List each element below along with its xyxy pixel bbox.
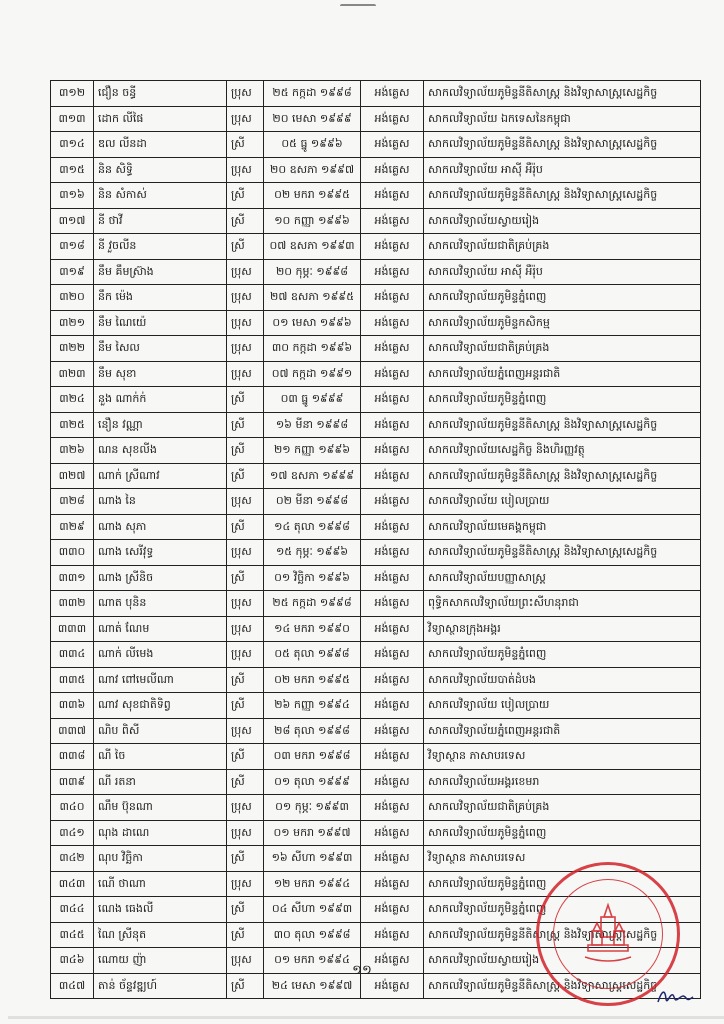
candidate-language: អង់គ្លេស — [361, 540, 424, 566]
candidate-gender: ស្រី — [227, 565, 264, 591]
candidate-name: ណី រតនា — [94, 769, 227, 795]
candidate-institution: សាកលវិទ្យាល័យភូមិន្ទភ្នំពេញ — [424, 871, 701, 897]
candidate-institution: សាកលវិទ្យាល័យភូមិន្ទភ្នំពេញ — [424, 820, 701, 846]
candidate-language: អង់គ្លេស — [361, 514, 424, 540]
row-number: ៣៤៤ — [51, 897, 94, 923]
candidate-dob: ០១ មេសា ១៩៩៦ — [264, 310, 361, 336]
candidate-institution: វិទ្យាស្ថាន ភាសាបរទេស — [424, 846, 701, 872]
candidate-dob: ០៣ ធ្នូ ១៩៩៩ — [264, 387, 361, 413]
candidate-name: នឹម សៃល — [94, 336, 227, 362]
candidate-institution: សាកលវិទ្យាល័យជាតិគ្រប់គ្រង — [424, 234, 701, 260]
candidate-dob: ២៥ កក្កដា ១៩៩៨ — [264, 81, 361, 107]
candidate-dob: ១៦ សីហា ១៩៩៣ — [264, 846, 361, 872]
candidate-gender: ស្រី — [227, 897, 264, 923]
candidate-dob: ០១ មករា ១៩៩៤ — [264, 948, 361, 974]
table-row — [51, 565, 701, 591]
table-row — [51, 642, 701, 668]
candidate-language: អង់គ្លេស — [361, 565, 424, 591]
candidate-institution: សាកលវិទ្យាល័យភូមិន្ទនីតិសាស្ត្រ និងវិទ្យាសាស្ត្រសេដ្ឋកិច្ច — [424, 81, 701, 107]
candidate-dob: ២៤ មេសា ១៩៩៧ — [264, 973, 361, 999]
candidate-gender: ប្រុស — [227, 616, 264, 642]
candidate-name: ណាត បុនិន — [94, 591, 227, 617]
candidate-language: អង់គ្លេស — [361, 132, 424, 158]
candidate-language: អង់គ្លេស — [361, 820, 424, 846]
candidate-name: ណាត់ ណែម — [94, 616, 227, 642]
candidate-institution: សាកលវិទ្យាល័យ អាស៊ី អឺរ៉ុប — [424, 157, 701, 183]
candidate-dob: ២៦ កញ្ញា ១៩៩៤ — [264, 693, 361, 719]
candidate-dob: ០១ តុលា ១៩៩៩ — [264, 769, 361, 795]
candidate-dob: ០២ មករា ១៩៩៥ — [264, 183, 361, 209]
candidate-institution: សាកលវិទ្យាល័យសេដ្ឋកិច្ច និងហិរញ្ញវត្ថុ — [424, 438, 701, 464]
candidate-dob: ២៧ ឧសភា ១៩៩៥ — [264, 285, 361, 311]
candidate-language: អង់គ្លេស — [361, 387, 424, 413]
table-row — [51, 744, 701, 770]
row-number: ៣៤២ — [51, 846, 94, 872]
table-row — [51, 591, 701, 617]
candidate-institution: សាកលវិទ្យាល័យ អាស៊ី អឺរ៉ុប — [424, 259, 701, 285]
candidate-language: អង់គ្លេស — [361, 922, 424, 948]
candidate-name: ណេង ធេងលី — [94, 897, 227, 923]
candidate-language: អង់គ្លេស — [361, 412, 424, 438]
candidate-gender: ស្រី — [227, 132, 264, 158]
candidate-gender: ស្រី — [227, 922, 264, 948]
row-number: ៣២០ — [51, 285, 94, 311]
candidate-institution: សាកលវិទ្យាល័យស្វាយរៀង — [424, 948, 701, 974]
candidate-gender: ស្រី — [227, 846, 264, 872]
row-number: ៣៤៧ — [51, 973, 94, 999]
candidate-institution: វិទ្យាស្ថាន ភាសាបរទេស — [424, 744, 701, 770]
row-number: ៣៤៣ — [51, 871, 94, 897]
candidate-gender: ប្រុស — [227, 336, 264, 362]
candidate-name: និន សំកាស់ — [94, 183, 227, 209]
candidate-dob: ២១ កញ្ញា ១៩៩៦ — [264, 438, 361, 464]
row-number: ៣៤១ — [51, 820, 94, 846]
candidate-dob: ២៥ កក្កដា ១៩៩៨ — [264, 591, 361, 617]
candidate-name: ណាក់ ស្រីណាវ — [94, 463, 227, 489]
candidate-name: ឌល លីនដា — [94, 132, 227, 158]
table-row — [51, 234, 701, 260]
candidate-name: ដោក លីផៃ — [94, 106, 227, 132]
candidate-name: ណើ ថាណា — [94, 871, 227, 897]
candidate-gender: ប្រុស — [227, 310, 264, 336]
candidate-institution: សាកលវិទ្យាល័យជាតិគ្រប់គ្រង — [424, 336, 701, 362]
candidate-language: អង់គ្លេស — [361, 285, 424, 311]
table-row — [51, 208, 701, 234]
candidate-institution: សាកលវិទ្យាល័យភូមិន្ទភ្នំពេញ — [424, 642, 701, 668]
signature-icon — [655, 985, 695, 1007]
candidate-institution: សាកលវិទ្យាល័យ ឯកទេសនៃកម្ពុជា — [424, 106, 701, 132]
candidate-gender: ស្រី — [227, 744, 264, 770]
candidate-gender: ស្រី — [227, 234, 264, 260]
row-number: ៣៣២ — [51, 591, 94, 617]
candidate-language: អង់គ្លេស — [361, 744, 424, 770]
row-number: ៣៣៣ — [51, 616, 94, 642]
row-number: ៣១៤ — [51, 132, 94, 158]
candidate-gender: ស្រី — [227, 387, 264, 413]
table-row — [51, 310, 701, 336]
table-row — [51, 540, 701, 566]
candidate-name: និន សិទ្ធិ — [94, 157, 227, 183]
row-number: ៣៣៥ — [51, 667, 94, 693]
candidate-gender: ស្រី — [227, 208, 264, 234]
candidate-institution: សាកលវិទ្យាល័យភូមិន្ទនីតិសាស្ត្រ និងវិទ្យាសាស្ត្រសេដ្ឋកិច្ច — [424, 973, 701, 999]
candidate-language: អង់គ្លេស — [361, 361, 424, 387]
candidate-gender: ប្រុស — [227, 871, 264, 897]
candidate-language: អង់គ្លេស — [361, 667, 424, 693]
candidate-institution: សាកលវិទ្យាល័យភូមិន្ទនីតិសាស្ត្រ និងវិទ្យាសាស្ត្រសេដ្ឋកិច្ច — [424, 922, 701, 948]
row-number: ៣១៦ — [51, 183, 94, 209]
candidate-gender: ប្រុស — [227, 259, 264, 285]
candidate-dob: ៣០ តុលា ១៩៩៨ — [264, 922, 361, 948]
candidate-institution: សាកលវិទ្យាល័យភូមិន្ទភ្នំពេញ — [424, 285, 701, 311]
candidate-name: ណុប វិច្ឆិកា — [94, 846, 227, 872]
candidate-name: នី វួចលីន — [94, 234, 227, 260]
candidate-dob: ០៧ ឧសភា ១៩៩៣ — [264, 234, 361, 260]
candidate-dob: ០១ មករា ១៩៩៧ — [264, 820, 361, 846]
row-number: ៣៣៦ — [51, 693, 94, 719]
candidate-gender: ស្រី — [227, 412, 264, 438]
candidate-institution: ពុទ្ធិកសាកលវិទ្យាល័យព្រះសីហនុរាជា — [424, 591, 701, 617]
candidate-institution: វិទ្យាស្ថានក្រុងអង្គរ — [424, 616, 701, 642]
row-number: ៣៣៩ — [51, 769, 94, 795]
candidate-language: អង់គ្លេស — [361, 693, 424, 719]
candidate-institution: សាកលវិទ្យាល័យភូមិន្ទភ្នំពេញ — [424, 897, 701, 923]
candidate-institution: សាកលវិទ្យាល័យភូមិន្ទភ្នំពេញ — [424, 387, 701, 413]
candidate-gender: ប្រុស — [227, 948, 264, 974]
candidate-language: អង់គ្លេស — [361, 642, 424, 668]
candidate-dob: ១០ កញ្ញា ១៩៩៦ — [264, 208, 361, 234]
candidate-language: អង់គ្លេស — [361, 948, 424, 974]
candidate-dob: ០១ វិច្ឆិកា ១៩៩៦ — [264, 565, 361, 591]
candidate-gender: ប្រុស — [227, 591, 264, 617]
table-row — [51, 489, 701, 515]
table-row — [51, 285, 701, 311]
candidate-gender: ស្រី — [227, 514, 264, 540]
row-number: ៣២៣ — [51, 361, 94, 387]
candidate-institution: សាកលវិទ្យាល័យ បៀលប្រាយ — [424, 489, 701, 515]
row-number: ៣២៤ — [51, 387, 94, 413]
table-row — [51, 820, 701, 846]
table-row — [51, 667, 701, 693]
table-row — [51, 106, 701, 132]
candidate-table-body — [51, 81, 701, 999]
candidate-language: អង់គ្លេស — [361, 846, 424, 872]
table-row — [51, 769, 701, 795]
candidate-name: ណិប ពិសី — [94, 718, 227, 744]
candidate-name: ណី ចៃ — [94, 744, 227, 770]
candidate-dob: ២០ កុម្ភៈ ១៩៩៨ — [264, 259, 361, 285]
candidate-name: ណាង សុភា — [94, 514, 227, 540]
candidate-gender: ប្រុស — [227, 642, 264, 668]
table-row — [51, 438, 701, 464]
row-number: ៣២៨ — [51, 489, 94, 515]
candidate-gender: ប្រុស — [227, 285, 264, 311]
candidate-language: អង់គ្លេស — [361, 769, 424, 795]
candidate-language: អង់គ្លេស — [361, 336, 424, 362]
table-row — [51, 336, 701, 362]
page-top-mark — [340, 4, 376, 16]
candidate-dob: ១៤ តុលា ១៩៩៨ — [264, 514, 361, 540]
candidate-name: ជឿន ចន្ធី — [94, 81, 227, 107]
candidate-language: អង់គ្លេស — [361, 183, 424, 209]
candidate-name: នឹក ម៉េង — [94, 285, 227, 311]
candidate-gender: ស្រី — [227, 769, 264, 795]
candidate-dob: ២០ ឧសភា ១៩៩៧ — [264, 157, 361, 183]
candidate-language: អង់គ្លេស — [361, 106, 424, 132]
row-number: ៣២៥ — [51, 412, 94, 438]
candidate-language: អង់គ្លេស — [361, 157, 424, 183]
temple-emblem-icon — [583, 901, 633, 967]
candidate-institution: សាកលវិទ្យាល័យមេគង្គកម្ពុជា — [424, 514, 701, 540]
table-row — [51, 157, 701, 183]
candidate-name: ណុង ដាណេ — [94, 820, 227, 846]
row-number: ៣៣១ — [51, 565, 94, 591]
table-row — [51, 183, 701, 209]
candidate-dob: ០៤ សីហា ១៩៩៣ — [264, 897, 361, 923]
candidate-language: អង់គ្លេស — [361, 438, 424, 464]
table-row — [51, 132, 701, 158]
row-number: ៣៣៨ — [51, 744, 94, 770]
candidate-dob: ០២ មីនា ១៩៩៨ — [264, 489, 361, 515]
candidate-name: នួង ណាក់ក់ — [94, 387, 227, 413]
table-row — [51, 259, 701, 285]
candidate-name: នឹម គឹមស្រ៊ាង — [94, 259, 227, 285]
row-number: ៣១៨ — [51, 234, 94, 260]
row-number: ៣៣០ — [51, 540, 94, 566]
candidate-language: អង់គ្លេស — [361, 973, 424, 999]
candidate-gender: ប្រុស — [227, 820, 264, 846]
table-row — [51, 463, 701, 489]
candidate-gender: ស្រី — [227, 463, 264, 489]
candidate-name: ណាវ ពៅមេលីណា — [94, 667, 227, 693]
candidate-institution: សាកលវិទ្យាល័យ បៀលប្រាយ — [424, 693, 701, 719]
candidate-dob: ០៥ ធ្នូ ១៩៩៦ — [264, 132, 361, 158]
candidate-dob: ១២ មករា ១៩៩៤ — [264, 871, 361, 897]
row-number: ៣៤០ — [51, 795, 94, 821]
candidate-gender: ប្រុស — [227, 540, 264, 566]
row-number: ៣២១ — [51, 310, 94, 336]
candidate-institution: សាកលវិទ្យាល័យភូមិន្ទនីតិសាស្ត្រ និងវិទ្យាសាស្ត្រសេដ្ឋកិច្ច — [424, 183, 701, 209]
candidate-name: នឹម សុខា — [94, 361, 227, 387]
candidate-institution: សាកលវិទ្យាល័យភូមិន្ទនីតិសាស្ត្រ និងវិទ្យាសាស្ត្រសេដ្ឋកិច្ច — [424, 412, 701, 438]
candidate-dob: ២៨ តុលា ១៩៩៨ — [264, 718, 361, 744]
candidate-gender: ប្រុស — [227, 106, 264, 132]
candidate-dob: ១៤ មករា ១៩៩០ — [264, 616, 361, 642]
candidate-gender: ប្រុស — [227, 81, 264, 107]
candidate-institution: សាកលវិទ្យាល័យជាតិគ្រប់គ្រង — [424, 795, 701, 821]
table-row — [51, 514, 701, 540]
row-number: ៣៣៤ — [51, 642, 94, 668]
candidate-gender: ស្រី — [227, 183, 264, 209]
row-number: ៣២៩ — [51, 514, 94, 540]
candidate-dob: ០២ មករា ១៩៩៥ — [264, 667, 361, 693]
candidate-language: អង់គ្លេស — [361, 234, 424, 260]
candidate-dob: ១៥ កុម្ភៈ ១៩៩៦ — [264, 540, 361, 566]
candidate-language: អង់គ្លេស — [361, 591, 424, 617]
candidate-gender: ស្រី — [227, 693, 264, 719]
candidate-dob: ២០ មេសា ១៩៩៩ — [264, 106, 361, 132]
candidate-language: អង់គ្លេស — [361, 489, 424, 515]
candidate-language: អង់គ្លេស — [361, 871, 424, 897]
row-number: ៣១៧ — [51, 208, 94, 234]
row-number: ៣៤៥ — [51, 922, 94, 948]
candidate-name: ណាង នៃ — [94, 489, 227, 515]
candidate-name: ណៃ ស្រីនុត — [94, 922, 227, 948]
row-number: ៣៣៧ — [51, 718, 94, 744]
candidate-name: ណោយ ញ៉ា — [94, 948, 227, 974]
table-row — [51, 718, 701, 744]
candidate-name: នី ថាវី — [94, 208, 227, 234]
candidate-gender: ប្រុស — [227, 718, 264, 744]
candidate-name: នឿន វណ្ណា — [94, 412, 227, 438]
candidate-gender: ប្រុស — [227, 157, 264, 183]
candidate-gender: ស្រី — [227, 973, 264, 999]
candidate-dob: ០៥ តុលា ១៩៩៨ — [264, 642, 361, 668]
candidate-dob: ០៧ កក្កដា ១៩៩១ — [264, 361, 361, 387]
candidate-gender: ប្រុស — [227, 795, 264, 821]
candidate-dob: ៣០ កក្កដា ១៩៩៦ — [264, 336, 361, 362]
table-row — [51, 693, 701, 719]
candidate-institution: សាកលវិទ្យាល័យស្វាយរៀង — [424, 208, 701, 234]
candidate-institution: សាកលវិទ្យាល័យភ្នំពេញអន្តរជាតិ — [424, 361, 701, 387]
table-row — [51, 616, 701, 642]
table-row — [51, 412, 701, 438]
candidate-gender: ប្រុស — [227, 489, 264, 515]
candidate-dob: ០៣ មករា ១៩៩៨ — [264, 744, 361, 770]
candidate-name: នឹម ណៃយ៉េ — [94, 310, 227, 336]
candidate-gender: ប្រុស — [227, 361, 264, 387]
candidate-name: ណឹម ប៊ុនណា — [94, 795, 227, 821]
candidate-name: ណន សុខលីង — [94, 438, 227, 464]
candidate-dob: ០១ កុម្ភៈ ១៩៩៣ — [264, 795, 361, 821]
candidate-name: ណាវ សុខជាតិទិព្វ — [94, 693, 227, 719]
row-number: ៣៤៦ — [51, 948, 94, 974]
row-number: ៣១៣ — [51, 106, 94, 132]
table-row — [51, 795, 701, 821]
candidate-language: អង់គ្លេស — [361, 897, 424, 923]
candidate-institution: សាកលវិទ្យាល័យបញ្ញាសាស្ត្រ — [424, 565, 701, 591]
row-number: ៣១២ — [51, 81, 94, 107]
candidate-language: អង់គ្លេស — [361, 208, 424, 234]
row-number: ៣២២ — [51, 336, 94, 362]
candidate-name: ណាង សេរីវុទ្ធ — [94, 540, 227, 566]
candidate-language: អង់គ្លេស — [361, 310, 424, 336]
candidate-institution: សាកលវិទ្យាល័យបាត់ដំបង — [424, 667, 701, 693]
candidate-institution: សាកលវិទ្យាល័យអង្គរខេមរា — [424, 769, 701, 795]
page-number: ១១ — [352, 963, 372, 978]
candidate-dob: ១៦ មីនា ១៩៩៨ — [264, 412, 361, 438]
candidate-language: អង់គ្លេស — [361, 616, 424, 642]
candidate-gender: ស្រី — [227, 438, 264, 464]
candidate-language: អង់គ្លេស — [361, 795, 424, 821]
candidate-gender: ស្រី — [227, 667, 264, 693]
candidate-dob: ១៧ ឧសភា ១៩៩៩ — [264, 463, 361, 489]
table-row — [51, 361, 701, 387]
row-number: ៣១៩ — [51, 259, 94, 285]
table-row — [51, 387, 701, 413]
candidate-language: អង់គ្លេស — [361, 718, 424, 744]
candidate-name: ណាក់ លីមេង — [94, 642, 227, 668]
candidate-language: អង់គ្លេស — [361, 463, 424, 489]
candidate-name: ណាង ស្រីនិច — [94, 565, 227, 591]
candidate-institution: សាកលវិទ្យាល័យភូមិន្ទកសិកម្ម — [424, 310, 701, 336]
candidate-institution: សាកលវិទ្យាល័យភ្នំពេញអន្តរជាតិ — [424, 718, 701, 744]
row-number: ៣១៥ — [51, 157, 94, 183]
candidate-institution: សាកលវិទ្យាល័យភូមិន្ទនីតិសាស្ត្រ និងវិទ្យាសាស្ត្រសេដ្ឋកិច្ច — [424, 463, 701, 489]
row-number: ៣២៦ — [51, 438, 94, 464]
scan-edge — [8, 1016, 724, 1019]
candidate-institution: សាកលវិទ្យាល័យភូមិន្ទនីតិសាស្ត្រ និងវិទ្យាសាស្ត្រសេដ្ឋកិច្ច — [424, 132, 701, 158]
candidate-name: តាន់ ច័ន្ទវឌ្ឍហ៍ — [94, 973, 227, 999]
candidate-language: អង់គ្លេស — [361, 259, 424, 285]
table-row — [51, 81, 701, 107]
candidate-language: អង់គ្លេស — [361, 81, 424, 107]
candidate-institution: សាកលវិទ្យាល័យភូមិន្ទនីតិសាស្ត្រ និងវិទ្យាសាស្ត្រសេដ្ឋកិច្ច — [424, 540, 701, 566]
row-number: ៣២៧ — [51, 463, 94, 489]
